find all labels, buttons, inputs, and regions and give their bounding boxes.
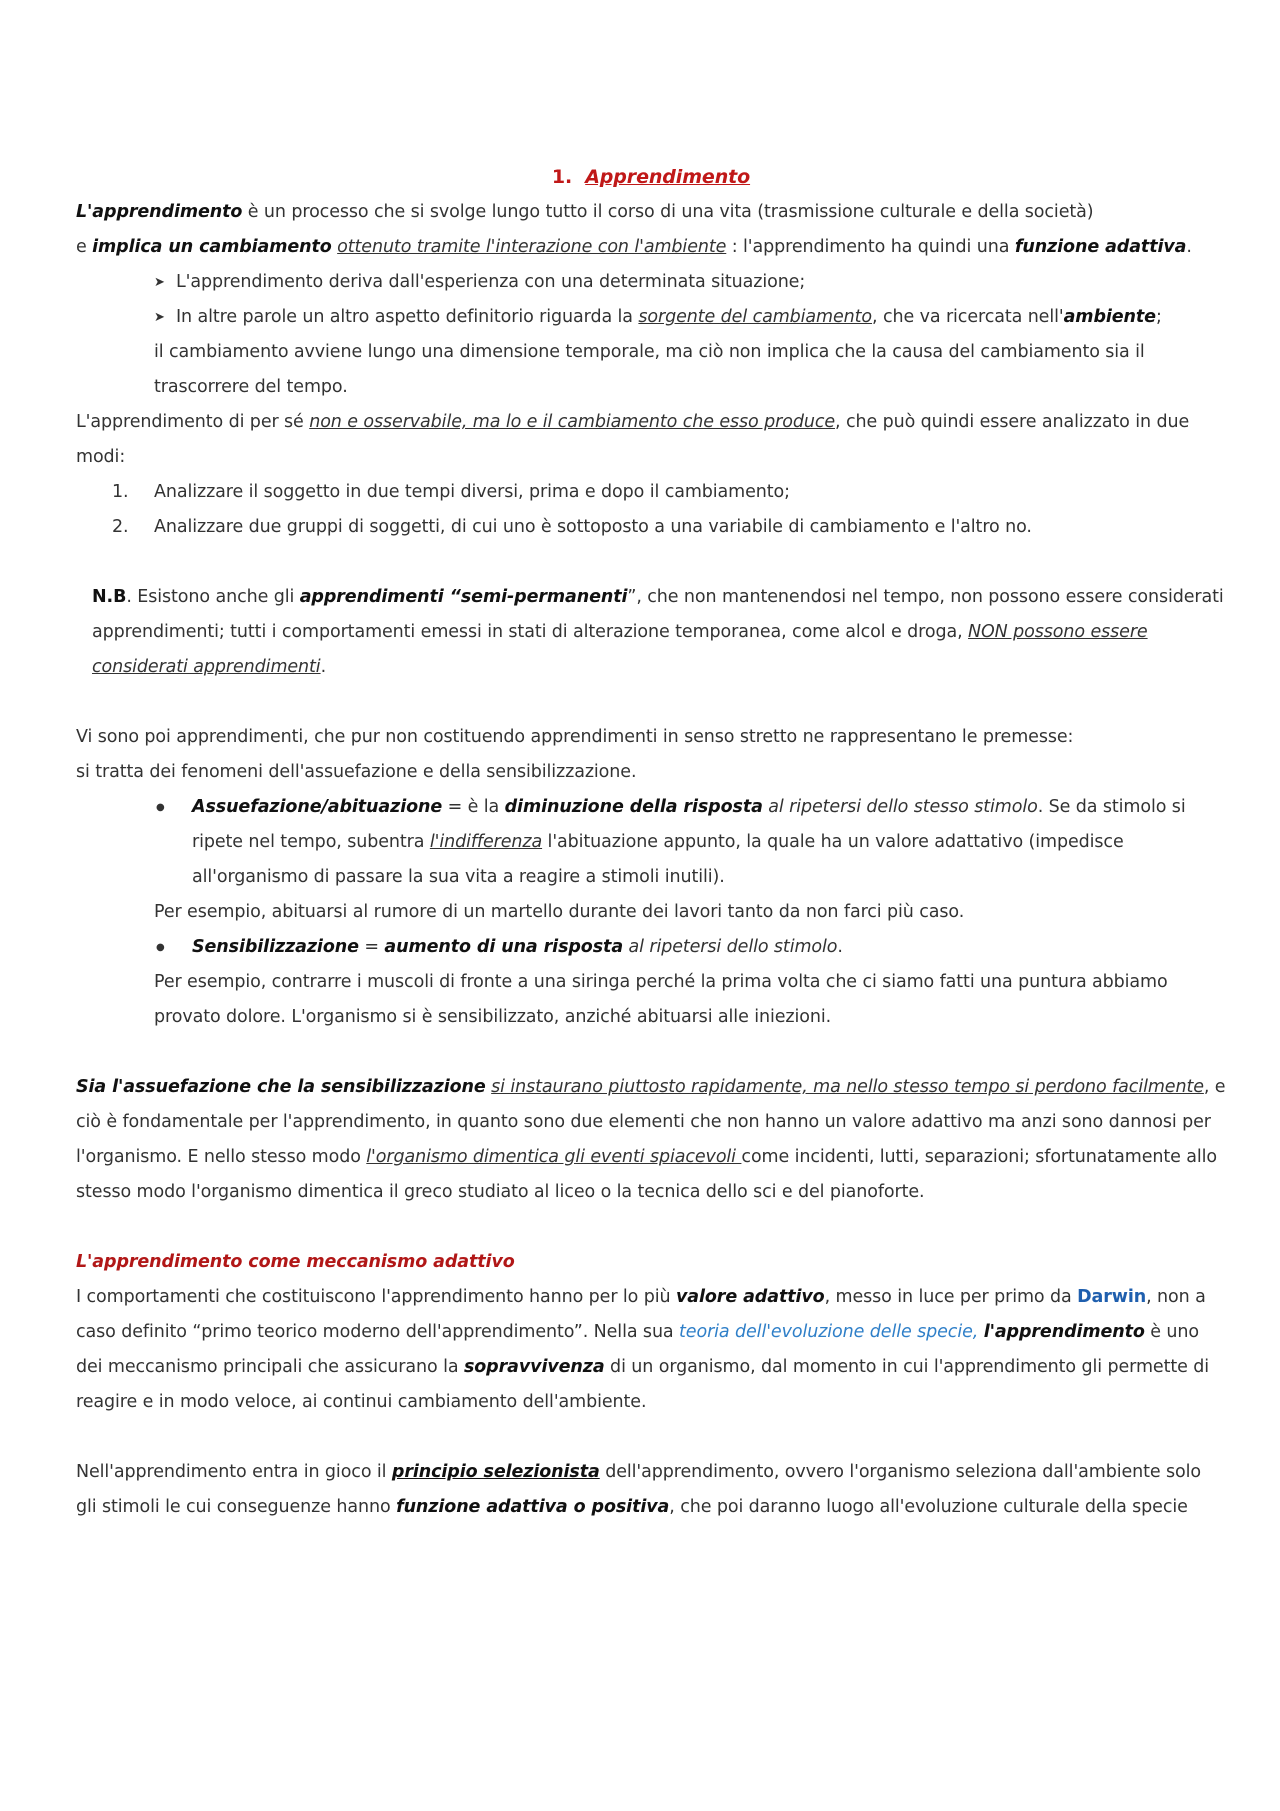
arrow-item-bold: ambiente	[1063, 307, 1156, 327]
arrow-item-text: ;	[1155, 307, 1162, 327]
darwin-theory: teoria dell'evoluzione delle specie,	[679, 1322, 979, 1342]
observability-paragraph	[76, 405, 1226, 475]
assuefazione-underline: l'indifferenza	[429, 832, 543, 852]
list-item-text: Analizzare due gruppi di soggetti, di cui uno è sottoposto a una variabile di cambiamento e l'altro no.	[154, 517, 1032, 537]
darwin-text-3: , non a caso definito “primo teorico moderno dell'apprendimento”. Nella sua	[76, 1287, 1206, 1342]
title-text: Apprendimento	[585, 166, 751, 188]
bullet-dot-icon: ●	[156, 802, 165, 813]
spacer	[76, 545, 1226, 580]
assuefazione-text-3: l'abituazione appunto, la quale ha un valore adattativo (impedisce all'organismo di passare la sua vita a reagire a stimoli inutili).	[192, 832, 1124, 887]
nb-note	[76, 580, 1226, 685]
premesse-line-1: Vi sono poi apprendimenti, che pur non costituendo apprendimenti in senso stretto ne rappresentano le premesse:	[76, 727, 1074, 747]
darwin-text-2: , messo in luce per primo da	[824, 1287, 1078, 1307]
darwin-name: Darwin	[1077, 1287, 1147, 1307]
principio-text-3: , che poi daranno luogo all'evoluzione culturale della specie	[669, 1497, 1188, 1517]
sia-underline-2: l'organismo dimentica gli eventi spiacevoli	[366, 1147, 742, 1167]
sia-text-1: , e ciò è fondamentale per l'apprendimento, in quanto sono due elementi che non hanno un valore adattivo ma anzi sono dannosi per l'organismo. E nello stesso modo	[76, 1077, 1226, 1167]
assuefazione-example: Per esempio, abituarsi al rumore di un martello durante dei lavori tanto da non farci più caso.	[154, 902, 965, 922]
principio-bold-red: principio selezionista	[391, 1462, 600, 1482]
arrow-item	[154, 265, 1226, 300]
premesse-line-2: si tratta dei fenomeni dell'assuefazione e della sensibilizzazione.	[76, 762, 637, 782]
document-page	[76, 160, 1226, 1525]
list-number: 1.	[112, 482, 129, 502]
darwin-text-5: è uno dei meccanismo principali che assicurano la	[76, 1322, 1200, 1377]
darwin-bold-1: l'apprendimento	[983, 1322, 1145, 1342]
nb-text-2: ”, che non mantenendosi nel tempo, non possono essere considerati apprendimenti; tutti i comportamenti emessi in stati di alterazione temporanea, come alcol e droga,	[92, 587, 1224, 642]
intro-text-1: è un processo che si svolge lungo tutto il corso di una vita (trasmissione culturale e della società)	[242, 202, 1094, 222]
observ-text-1: L'apprendimento di per sé	[76, 412, 310, 432]
numbered-list	[76, 475, 1226, 545]
title-number: 1.	[551, 166, 573, 188]
spacer	[76, 1035, 1226, 1070]
sensibilizzazione-text-2: .	[837, 937, 843, 957]
spacer	[76, 685, 1226, 720]
intro-term: L'apprendimento	[76, 202, 243, 222]
darwin-text-6: di un organismo, dal momento in cui l'apprendimento gli permette di reagire e in modo veloce, ai continui cambiamento dell'ambiente.	[76, 1357, 1209, 1412]
principio-paragraph	[76, 1455, 1226, 1525]
intro-bold-1: implica un cambiamento	[92, 237, 332, 257]
list-item	[76, 475, 1226, 510]
sensibilizzazione-example: Per esempio, contrarre i muscoli di fronte a una siringa perché la prima volta che ci siamo fatti una puntura abbiamo provato dolore. L'organismo si è sensibilizzato, anziché abituarsi alle iniezioni.	[154, 972, 1168, 1027]
assuefazione-italic: al ripetersi dello stesso stimolo	[762, 797, 1038, 817]
sensibilizzazione-italic: al ripetersi dello stimolo	[623, 937, 838, 957]
arrow-item-underline: sorgente del cambiamento	[638, 307, 873, 327]
section-heading: L'apprendimento come meccanismo adattivo	[76, 1252, 515, 1272]
nb-underline: NON possono essere considerati apprendimenti	[92, 622, 1148, 677]
intro-text-3: : l'apprendimento ha quindi una	[726, 237, 1015, 257]
intro-text-2: e	[76, 237, 93, 257]
spacer	[76, 1420, 1226, 1455]
principio-bold: funzione adattiva o positiva	[396, 1497, 670, 1517]
spacer	[76, 1210, 1226, 1245]
section-title	[76, 160, 1226, 195]
principio-text-1: Nell'apprendimento entra in gioco il	[76, 1462, 392, 1482]
darwin-bold-red: valore adattivo	[675, 1287, 825, 1307]
arrow-item-text: L'apprendimento deriva dall'esperienza con una determinata situazione;	[176, 272, 806, 292]
sia-text-2: come incidenti, lutti, separazioni; sfortunatamente allo stesso modo l'organismo dimentica il greco studiato al liceo o la tecnica dello sci e del pianoforte.	[76, 1147, 1218, 1202]
list-number: 2.	[112, 517, 129, 537]
bullet-dot-icon: ●	[156, 942, 165, 953]
observ-text-2: , che può quindi essere analizzato in due modi:	[76, 412, 1190, 467]
nb-text-1: . Esistono anche gli	[126, 587, 300, 607]
sia-underline-1: si instaurano piuttosto rapidamente, ma nello stesso tempo si perdono facilmente	[491, 1077, 1204, 1097]
principio-text-2: dell'apprendimento, ovvero l'organismo seleziona dall'ambiente solo gli stimoli le cui conseguenze hanno	[76, 1462, 1202, 1517]
nb-bold: apprendimenti “semi-permanenti	[299, 587, 628, 607]
intro-paragraph	[76, 195, 1226, 265]
arrow-item	[154, 300, 1226, 335]
darwin-bold-2: sopravvivenza	[463, 1357, 605, 1377]
assuefazione-text-1: = è la	[442, 797, 505, 817]
sia-paragraph	[76, 1070, 1226, 1210]
list-item-text: Analizzare il soggetto in due tempi diversi, prima e dopo il cambiamento;	[154, 482, 790, 502]
intro-bold-2: funzione adattiva	[1014, 237, 1187, 257]
darwin-text-1: I comportamenti che costituiscono l'apprendimento hanno per lo più	[76, 1287, 676, 1307]
premesse-paragraph	[76, 720, 1226, 790]
arrow-continuation: il cambiamento avviene lungo una dimensione temporale, ma ciò non implica che la causa del cambiamento sia il trascorrere del tempo.	[154, 342, 1145, 397]
sensibilizzazione-bold: aumento di una risposta	[384, 937, 624, 957]
sia-bold: Sia l'assuefazione che la sensibilizzazione	[76, 1077, 486, 1097]
assuefazione-text-2: . Se da stimolo si ripete nel tempo, subentra	[192, 797, 1186, 852]
sensibilizzazione-text-1: =	[358, 937, 385, 957]
darwin-paragraph	[76, 1280, 1226, 1420]
nb-text-3: .	[320, 657, 327, 677]
arrow-item-text: , che va ricercata nell'	[872, 307, 1064, 327]
intro-underline: ottenuto tramite l'interazione con l'ambiente	[337, 237, 727, 257]
nb-label: N.B	[92, 587, 127, 607]
arrow-item-text: In altre parole un altro aspetto definitorio riguarda la	[176, 307, 639, 327]
sensibilizzazione-term: Sensibilizzazione	[192, 937, 359, 957]
bullet-item-sensibilizzazione	[76, 930, 1226, 965]
arrow-bullet-icon: ➤	[154, 275, 165, 290]
bullet-item-assuefazione	[76, 790, 1226, 895]
list-item	[76, 510, 1226, 545]
arrow-bullet-icon: ➤	[154, 310, 165, 325]
assuefazione-term: Assuefazione/abituazione	[192, 797, 443, 817]
intro-text-4: .	[1186, 237, 1192, 257]
arrow-list	[76, 265, 1226, 405]
observ-underline: non e osservabile, ma lo e il cambiamento che esso produce	[309, 412, 836, 432]
assuefazione-bold: diminuzione della risposta	[504, 797, 763, 817]
bullet-list	[76, 790, 1226, 1035]
